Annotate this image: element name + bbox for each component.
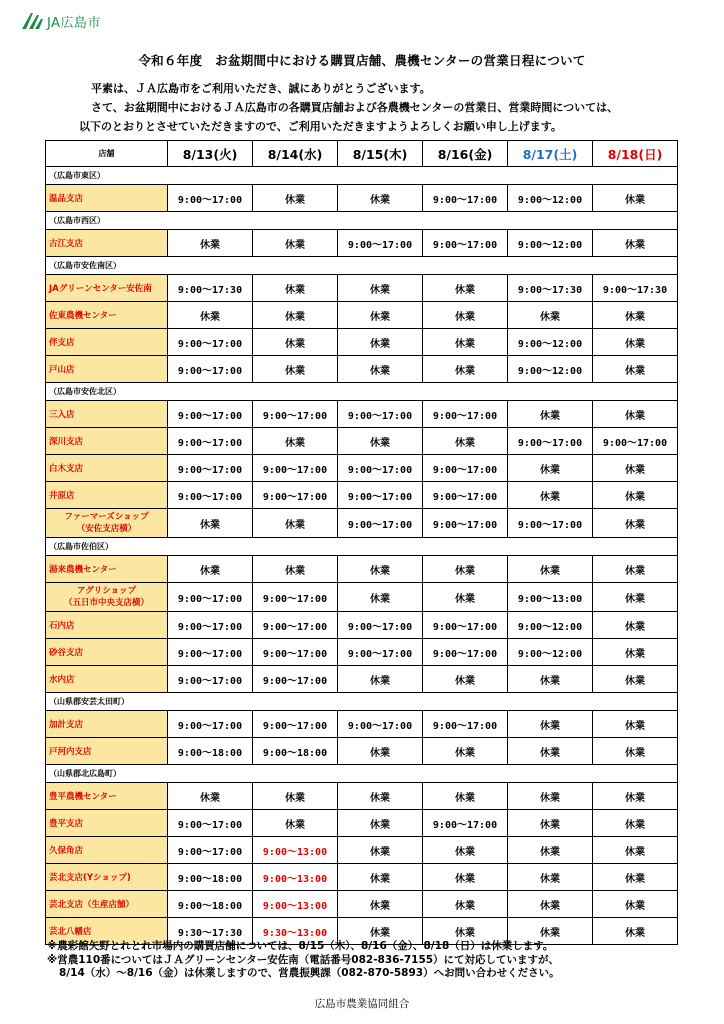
hours-cell: 9:00～17:00 [168,329,253,356]
store-name [46,837,168,864]
store-name [46,810,168,837]
hours-cell: 休業 [423,329,508,356]
hours-cell: 休業 [593,401,678,428]
hours-cell: 9:00～17:00 [423,185,508,212]
hours-cell: 休業 [508,666,593,693]
store-name [46,230,168,257]
store-name-line: 砂谷支店 [49,648,84,658]
store-name-line: 三入店 [49,410,75,420]
hours-cell: 休業 [253,230,338,257]
store-name-line: 伴支店 [49,338,75,348]
area-label: （山県郡北広島町） [46,765,678,783]
note-line: ※営農110番についてはＪＡグリーンセンター安佐南（電話番号082-836-7155）にて対応していますが、 [47,953,560,966]
hours-cell: 9:00～13:00 [253,891,338,918]
area-row [46,257,678,275]
store-name [46,783,168,810]
hours-cell: 休業 [338,810,423,837]
hours-cell: 9:00～17:00 [338,612,423,639]
store-row [46,583,678,612]
store-name-line: 温品支店 [49,194,84,204]
hours-cell: 9:00～17:00 [168,711,253,738]
hours-cell: 休業 [423,837,508,864]
hours-cell: 9:00～17:30 [168,275,253,302]
area-label: （広島市西区） [46,212,678,230]
hours-cell: 休業 [593,302,678,329]
hours-cell: 9:00～17:00 [593,428,678,455]
store-row [46,185,678,212]
hours-cell: 休業 [338,302,423,329]
hours-cell: 9:00～17:00 [508,509,593,538]
page-title: 令和６年度 お盆期間中における購買店舗、農機センターの営業日程について [138,53,586,68]
hours-cell: 休業 [338,918,423,945]
hours-cell: 9:00～17:00 [423,711,508,738]
date-header: 8/15(木) [338,141,423,167]
hours-cell: 休業 [593,185,678,212]
hours-cell: 休業 [508,783,593,810]
store-name-line: 芸北支店(Yショップ) [49,873,131,883]
hours-cell: 9:00～18:00 [168,738,253,765]
store-name-line: 芸北支店（生産店舗） [49,900,135,910]
hours-cell: 9:00～17:30 [593,275,678,302]
store-row [46,891,678,918]
area-row [46,765,678,783]
store-name [46,666,168,693]
store-name-line: JAグリーンセンター安佐南 [49,284,152,294]
area-row [46,212,678,230]
hours-cell: 休業 [423,864,508,891]
store-row [46,864,678,891]
hours-cell: 9:00～17:00 [423,509,508,538]
hours-cell: 9:00～13:00 [508,583,593,612]
store-name [46,509,168,538]
hours-cell: 休業 [338,783,423,810]
hours-cell: 9:00～17:00 [423,482,508,509]
hours-cell: 9:00～17:00 [423,639,508,666]
store-row [46,275,678,302]
hours-cell: 休業 [593,864,678,891]
hours-cell: 休業 [338,428,423,455]
hours-cell: 9:00～17:00 [253,401,338,428]
store-row [46,711,678,738]
store-row [46,482,678,509]
hours-cell: 9:00～13:00 [253,864,338,891]
hours-cell: 9:00～17:00 [253,666,338,693]
store-name-line: （安佐支店横） [76,524,137,534]
hours-cell: 休業 [593,329,678,356]
hours-cell: 休業 [423,891,508,918]
hours-cell: 休業 [593,639,678,666]
hours-cell: 9:00～17:00 [168,455,253,482]
hours-cell: 休業 [423,783,508,810]
hours-cell: 9:00～17:00 [338,482,423,509]
hours-cell: 休業 [508,302,593,329]
hours-cell: 休業 [423,583,508,612]
store-name [46,185,168,212]
hours-cell: 9:00～18:00 [168,891,253,918]
hours-cell: 休業 [593,482,678,509]
store-name-line: 戸河内支店 [49,747,92,757]
hours-cell: 休業 [508,556,593,583]
hours-cell: 休業 [168,230,253,257]
intro-line-1: 平素は、ＪＡ広島市をご利用いただき、誠にありがとうございます。 [91,82,431,95]
store-name [46,556,168,583]
hours-cell: 休業 [593,455,678,482]
hours-cell: 休業 [508,864,593,891]
hours-cell: 9:00～17:00 [338,509,423,538]
hours-cell: 休業 [423,556,508,583]
hours-cell: 9:00～17:00 [168,612,253,639]
hours-cell: 9:00～17:00 [423,401,508,428]
store-name [46,401,168,428]
hours-cell: 休業 [338,556,423,583]
schedule-table [45,140,678,945]
hours-cell: 休業 [253,329,338,356]
hours-cell: 9:00～17:00 [338,401,423,428]
store-name-line: 石内店 [49,621,75,631]
store-row [46,509,678,538]
hours-cell: 休業 [168,302,253,329]
hours-cell: 休業 [593,666,678,693]
hours-cell: 休業 [338,891,423,918]
area-label: （山県郡安芸太田町） [46,693,678,711]
notes [47,940,560,981]
hours-cell: 9:00～17:00 [253,455,338,482]
store-name-line: 芸北八幡店 [49,927,92,937]
store-row [46,556,678,583]
store-name-line: アグリショップ [76,586,137,596]
hours-cell: 休業 [593,711,678,738]
store-row [46,302,678,329]
area-label: （広島市安佐南区） [46,257,678,275]
store-name-line: 深川支店 [49,437,84,447]
hours-cell: 9:00～17:00 [423,455,508,482]
hours-cell: 休業 [338,329,423,356]
hours-cell: 休業 [338,185,423,212]
store-row [46,810,678,837]
hours-cell: 9:00～17:00 [168,428,253,455]
hours-cell: 9:00～17:00 [253,711,338,738]
hours-cell: 休業 [508,810,593,837]
hours-cell: 休業 [508,482,593,509]
hours-cell: 休業 [168,509,253,538]
hours-cell: 休業 [338,583,423,612]
note-line: 8/14（水）～8/16（金）は休業しますので、営農振興課（082-870-5893）へお問い合わせください。 [59,967,560,979]
hours-cell: 休業 [253,185,338,212]
hours-cell: 休業 [593,783,678,810]
hours-cell: 休業 [593,810,678,837]
hours-cell: 休業 [253,428,338,455]
store-row [46,666,678,693]
hours-cell: 休業 [338,356,423,383]
store-name-line: 佐東農機センター [49,311,117,321]
area-row [46,693,678,711]
store-name [46,864,168,891]
hours-cell: 9:00～17:00 [168,583,253,612]
store-name-line: 豊平支店 [49,819,84,829]
hours-cell: 休業 [593,583,678,612]
area-row [46,538,678,556]
hours-cell: 休業 [508,837,593,864]
hours-cell: 9:00～17:00 [168,482,253,509]
hours-cell: 休業 [423,356,508,383]
hours-cell: 9:00～17:00 [168,639,253,666]
store-name [46,356,168,383]
hours-cell: 休業 [338,275,423,302]
store-name-line: 豊平農機センター [49,792,117,802]
area-label: （広島市東区） [46,167,678,185]
hours-cell: 9:00～17:00 [423,612,508,639]
hours-cell: 休業 [338,837,423,864]
hours-cell: 休業 [423,738,508,765]
store-row [46,230,678,257]
store-row [46,639,678,666]
store-name-line: 白木支店 [49,464,84,474]
store-name [46,455,168,482]
hours-cell: 休業 [593,891,678,918]
date-header: 8/13(火) [168,141,253,167]
hours-cell: 休業 [423,302,508,329]
hours-cell: 9:00～17:30 [508,275,593,302]
hours-cell: 休業 [508,711,593,738]
hours-cell: 9:30～13:00 [253,918,338,945]
area-row [46,383,678,401]
store-name [46,482,168,509]
store-name [46,302,168,329]
hours-cell: 9:00～12:00 [508,185,593,212]
hours-cell: 9:00～17:00 [338,711,423,738]
hours-cell: 9:00～17:00 [168,356,253,383]
hours-cell: 休業 [593,738,678,765]
hours-cell: 休業 [508,891,593,918]
date-header: 8/17(土) [508,141,593,167]
store-row [46,329,678,356]
schedule-body [46,141,678,945]
hours-cell: 休業 [253,356,338,383]
hours-cell: 休業 [423,275,508,302]
hours-cell: 休業 [253,556,338,583]
store-name [46,612,168,639]
store-name [46,639,168,666]
store-row [46,401,678,428]
hours-cell: 休業 [423,666,508,693]
hours-cell: 9:00～17:00 [253,583,338,612]
store-name [46,583,168,612]
store-name [46,891,168,918]
store-row [46,783,678,810]
store-name [46,428,168,455]
store-name-line: （五日市中央支店横） [63,598,149,608]
hours-cell: 休業 [338,738,423,765]
store-name-line: 古江支店 [49,239,84,249]
hours-cell: 休業 [593,918,678,945]
ja-logo [20,9,101,33]
store-name-line: 湯来農機センター [49,565,117,575]
intro-line-2: さて、お盆期間中におけるＪＡ広島市の各購買店舗および各農機センターの営業日、営業時間については、 [91,101,619,114]
hours-cell: 9:00～17:00 [423,230,508,257]
footer-org-name: 広島市農業協同組合 [314,998,410,1010]
hours-cell: 休業 [593,509,678,538]
hours-cell: 休業 [338,864,423,891]
hours-cell: 9:00～17:00 [168,401,253,428]
store-name-line: 久保角店 [49,846,84,856]
hours-cell: 9:00～12:00 [508,329,593,356]
hours-cell: 休業 [508,918,593,945]
hours-cell: 9:00～17:00 [253,612,338,639]
logo-text: JA広島市 [47,15,101,31]
hours-cell: 9:00～17:00 [168,185,253,212]
date-header: 8/16(金) [423,141,508,167]
store-row [46,738,678,765]
ja-logo-icon [20,11,44,31]
hours-cell: 9:00～13:00 [253,837,338,864]
store-name-line: 加計支店 [49,720,84,730]
store-row [46,455,678,482]
hours-cell: 9:00～12:00 [508,230,593,257]
area-label: （広島市佐伯区） [46,538,678,556]
store-name [46,711,168,738]
hours-cell: 9:00～17:00 [168,837,253,864]
store-column-header: 店舗 [46,141,168,167]
hours-cell: 9:00～12:00 [508,639,593,666]
hours-cell: 休業 [423,918,508,945]
hours-cell: 休業 [593,356,678,383]
store-name [46,275,168,302]
area-label: （広島市安佐北区） [46,383,678,401]
hours-cell: 休業 [338,666,423,693]
store-row [46,356,678,383]
note-line: ※農彩館矢野とれとれ市場内の購買店舗については、8/15（木）、8/16（金）、8/18（日）は休業します。 [47,940,554,952]
hours-cell: 休業 [168,783,253,810]
hours-cell: 9:00～12:00 [508,356,593,383]
store-row [46,612,678,639]
hours-cell: 休業 [593,612,678,639]
hours-cell: 休業 [253,509,338,538]
store-name [46,329,168,356]
hours-cell: 9:00～17:00 [168,810,253,837]
hours-cell: 9:00～12:00 [508,612,593,639]
store-name-line: ファーマーズショップ [64,512,149,522]
hours-cell: 9:00～17:00 [253,639,338,666]
store-row [46,837,678,864]
hours-cell: 9:00～17:00 [338,455,423,482]
hours-cell: 9:00～17:00 [168,666,253,693]
hours-cell: 9:00～17:00 [508,428,593,455]
store-row [46,428,678,455]
hours-cell: 9:00～17:00 [338,639,423,666]
store-name-line: 戸山店 [49,365,75,375]
hours-cell: 休業 [253,783,338,810]
hours-cell: 9:30～17:30 [168,918,253,945]
hours-cell: 9:00～17:00 [253,482,338,509]
store-name-line: 水内店 [49,675,75,685]
hours-cell: 休業 [508,401,593,428]
date-header: 8/14(水) [253,141,338,167]
date-header: 8/18(日) [593,141,678,167]
store-name-line: 井原店 [49,491,75,501]
intro-line-3: 以下のとおりとさせていただきますので、ご利用いただきますようよろしくお願い申し上げます。 [79,120,562,133]
store-name [46,738,168,765]
hours-cell: 休業 [253,810,338,837]
hours-cell: 休業 [593,230,678,257]
hours-cell: 休業 [253,275,338,302]
hours-cell: 休業 [593,837,678,864]
hours-cell: 休業 [508,738,593,765]
hours-cell: 休業 [168,556,253,583]
hours-cell: 休業 [253,302,338,329]
hours-cell: 休業 [593,556,678,583]
header-row [46,141,678,167]
hours-cell: 9:00～18:00 [253,738,338,765]
hours-cell: 9:00～17:00 [338,230,423,257]
hours-cell: 9:00～17:00 [423,810,508,837]
hours-cell: 9:00～18:00 [168,864,253,891]
hours-cell: 休業 [423,428,508,455]
area-row [46,167,678,185]
hours-cell: 休業 [508,455,593,482]
